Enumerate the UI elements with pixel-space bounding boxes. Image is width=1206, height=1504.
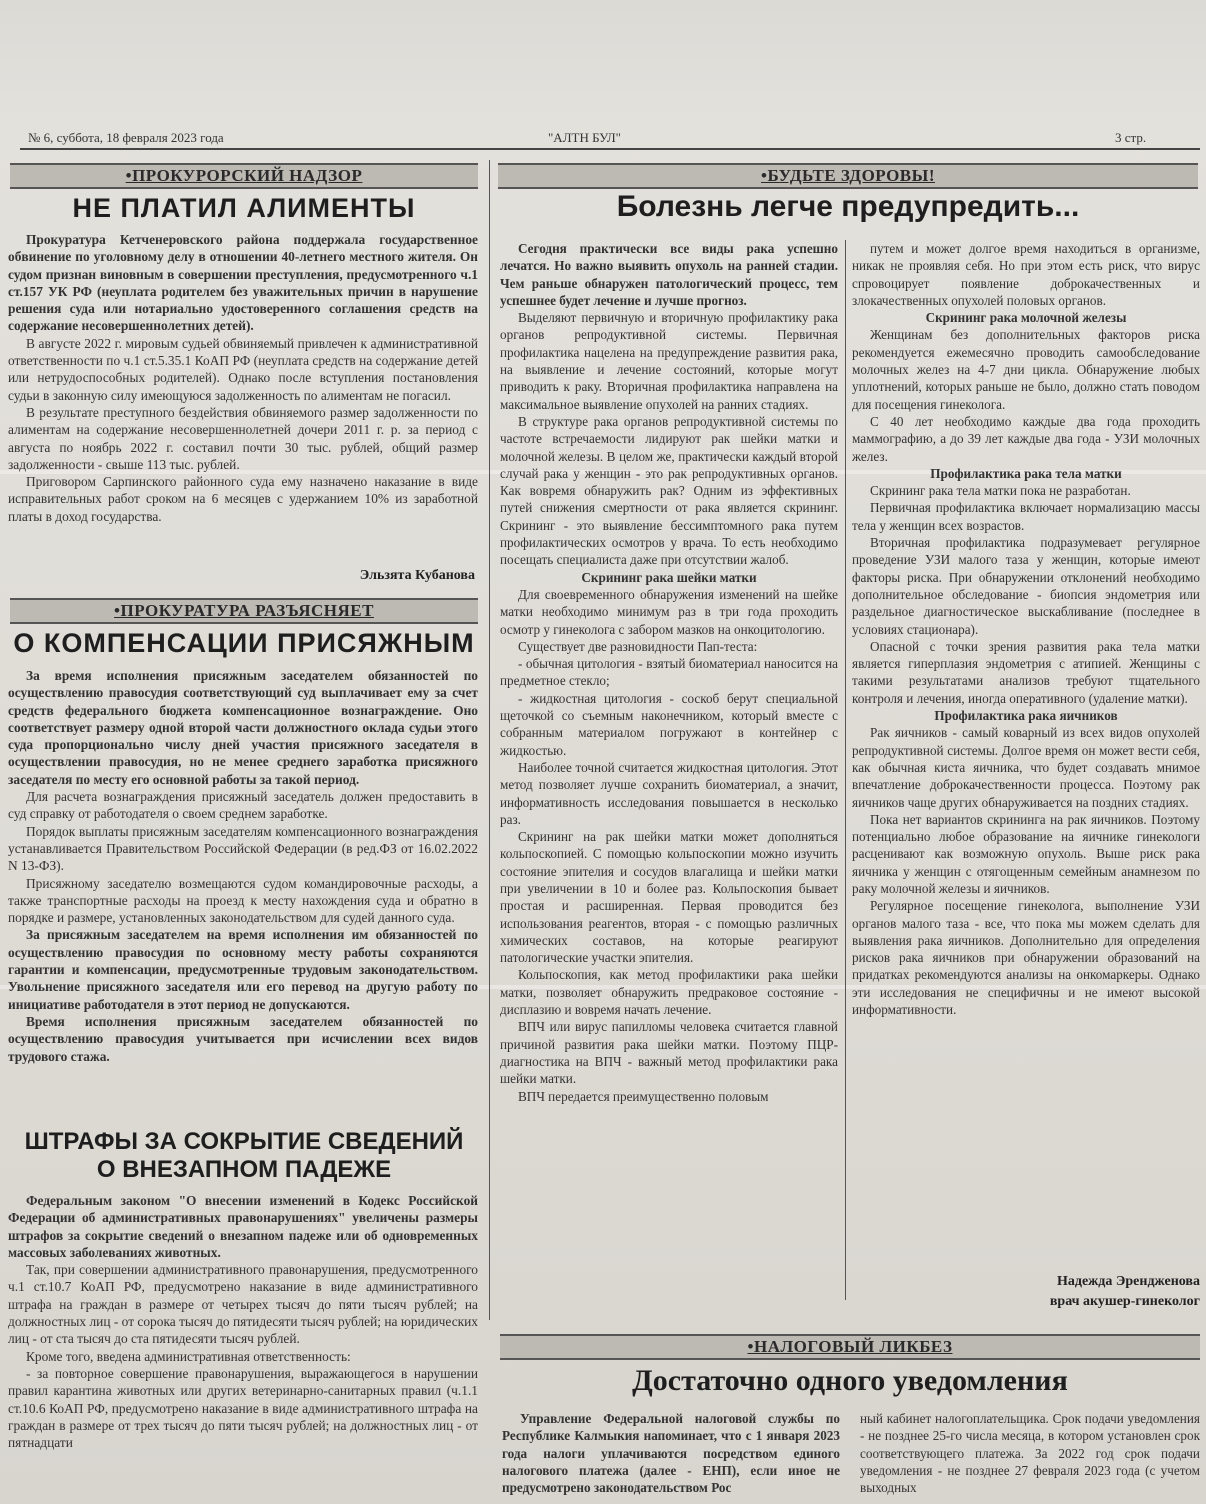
article-paragraph: Для расчета вознаграждения присяжный заседатель должен предоставить в суд справку от работодателя о своем среднем заработке.	[8, 789, 478, 822]
article-title: Болезнь легче предупредить...	[616, 190, 1080, 223]
page-header	[20, 126, 1200, 150]
article-paragraph: Женщинам без дополнительных факторов риска рекомендуется ежемесячно проводить самообследование молочных желез на 4-7 дни цикла. Обнаружение любых уплотнений, которых раньше не было, должно стать поводом для посещения гинеколога.	[852, 327, 1200, 412]
article-paragraph: Выделяют первичную и вторичную профилактику рака органов репродуктивной системы. Первичная профилактика нацелена на предупреждение развития рака, на выявление и лечение состояний, которые могут приводить к раку. Вторичная профилактика направлена на максимальное выявление опухолей на ранних стадиях.	[500, 310, 838, 412]
article-paragraph: Существует две разновидности Пап-теста:	[518, 638, 758, 654]
page-number: 3 стр.	[1115, 130, 1147, 145]
article-paragraph: Вторичная профилактика подразумевает регулярное проведение УЗИ малого таза у женщин, которые имеют факторы риска. При обнаружении отклонений необходимо дополнительное обследование - биопсия эндометрия или раздельное диагностическое выскабливание (последнее в условиях стационара).	[852, 535, 1200, 637]
article-lead: Прокуратура Кетченеровского района поддержала государственное обвинение по уголовному делу в отношении 40-летнего местного жителя. Он судом признан виновным в совершении преступления, предусмотренного ч.1 ст.157 УК РФ (неуплата родителем без уважительных причин в нарушение решения суда или нотариально удостоверенного соглашения средств на содержание несовершеннолетних детей).	[8, 232, 478, 334]
article-paragraph: - жидкостная цитология - соскоб берут специальной щеточкой со съемным наконечником, который вместе с собранным материалом погружают в контейнер с жидкостью.	[500, 690, 838, 758]
column-divider	[845, 240, 846, 1300]
section-subtitle: Скрининг рака молочной железы	[925, 310, 1127, 326]
article-paragraph: ВПЧ или вирус папилломы человека считается главной причиной развития рака шейки матки. Поэтому ПЦР-диагностика на ВПЧ - важный метод профилактики рака шейки матки.	[500, 1019, 838, 1087]
article-body-left	[502, 1410, 840, 1504]
rubric-prosecutor-explains: •ПРОКУРАТУРА РАЗЪЯСНЯЕТ	[10, 598, 478, 624]
article-paragraph: Пока нет вариантов скрининга на рак яичников. Поэтому потенциально любое образование на яичнике гинекологи расценивают как возможную опухоль. Выше риск рака яичника у женщин с отягощенным семейным анамнезом по раку молочной железы и яичников.	[852, 811, 1200, 896]
article-body-left	[500, 240, 838, 1310]
article-body	[8, 667, 478, 1125]
article-paragraph: ВПЧ передается преимущественно половым	[518, 1088, 769, 1104]
article-author: Эльзята Кубанова	[359, 568, 475, 583]
article-paragraph: Для своевременного обнаружения изменений на шейке матки необходимо минимум раз в три года проходить осмотр у гинеколога с забором мазков на онкоцитологию.	[500, 586, 838, 637]
article-author	[980, 1272, 1200, 1312]
article-paragraph: С 40 лет необходимо каждые два года проходить маммографию, а до 39 лет каждые два года - УЗИ молочных желез.	[852, 413, 1200, 464]
article-paragraph: ный кабинет налогоплательщика. Срок подачи уведомления - не позднее 25-го числа месяца, в котором установлен срок соответствующего платежа. За 2022 год срок подачи уведомления - не позднее 27 февраля 2023 года (с учетом выходных	[860, 1411, 1200, 1496]
article-paragraph: В структуре рака органов репродуктивной системы по частоте встречаемости лидируют рак шейки матки и молочной железы. В целом же, практически каждый второй случай рака у женщин - это рак репродуктивных органов. Как вовремя обнаружить рак? Одним из эффективных путей снижения смертности от рака является скрининг. Скрининг - это выявление бессимптомного рака путем профилактических осмотров у врача. То есть необходимо посещать специалиста даже при отсутствии жалоб.	[500, 413, 838, 568]
article-lead: За время исполнения присяжным заседателем обязанностей по осуществлению правосудия соответствующий суд выплачивает ему за счет средств федерального бюджета компенсационное вознаграждение. Оно соответствует размеру одной второй части должностного оклада судьи этого суда пропорционально числу дней участия присяжного заседателя в осуществлении правосудия, но не менее среднего заработка присяжного заседателя по месту его основной работы за такой период.	[8, 668, 478, 787]
issue-info: № 6, суббота, 18 февраля 2023 года	[28, 130, 224, 145]
article-title-line: ШТРАФЫ ЗА СОКРЫТИЕ СВЕДЕНИЙ	[24, 1128, 464, 1155]
article-paragraph: Приговором Сарпинского районного суда ему назначено наказание в виде исправительных работ сроком на 6 месяцев с удержанием 10% из заработной платы в доход государства.	[8, 474, 478, 524]
article-paragraph: Кроме того, введена административная ответственность:	[26, 1348, 351, 1364]
article-paragraph: Так, при совершении административного правонарушения, предусмотренного ч.1 ст.10.7 КоАП РФ, предусмотрено наказание в виде административного штрафа на граждан в размере от четырех тысяч до пяти тысяч рублей; на должностных лиц - от сорока тысяч до пятидесяти тысяч рублей; на юридических лиц - от ста тысяч до ста пятидесяти тысяч рублей.	[8, 1262, 478, 1347]
section-subtitle: Скрининг рака шейки матки	[581, 569, 757, 585]
author-name: Надежда Эрендженова	[1056, 1274, 1200, 1289]
article-paragraph: Наиболее точной считается жидкостная цитология. Этот метод позволяет лучше сохранить биоматериал, а значит, информативность исследования повышается в несколько раз.	[500, 759, 838, 827]
article-paragraph: Время исполнения присяжным заседателем обязанностей по осуществлению правосудия учитывается при исчислении всех видов трудового стажа.	[8, 1013, 478, 1064]
article-paragraph: Рак яичников - самый коварный из всех видов опухолей репродуктивной системы. Долгое время он может вести себя, как обычная киста яичника, что будет создавать мнимое впечатление доброкачественности процесса. Поэтому рак яичников чаще других обнаруживается на поздних стадиях.	[852, 725, 1200, 810]
section-subtitle: Профилактика рака яичников	[934, 708, 1118, 724]
article-paragraph: Первичная профилактика включает нормализацию массы тела у женщин всех возрастов.	[852, 500, 1200, 533]
article-title: Достаточно одного уведомления	[632, 1364, 1068, 1397]
author-role: врач акушер-гинеколог	[1049, 1294, 1200, 1309]
article-title: НЕ ПЛАТИЛ АЛИМЕНТЫ	[72, 193, 416, 223]
article-body-right	[860, 1410, 1200, 1504]
rubric-prosecutor-supervision: •ПРОКУРОРСКИЙ НАДЗОР	[10, 163, 478, 189]
article-paragraph: Порядок выплаты присяжным заседателям компенсационного вознаграждения устанавливается Правительством Российской Федерации (в ред.ФЗ от 16.02.2022 N 13-ФЗ).	[8, 823, 478, 874]
column-divider	[489, 160, 490, 1320]
article-paragraph: Регулярное посещение гинеколога, выполнение УЗИ органов малого таза - все, что пока мы можем сделать для выявления рака яичников. Дополнительно для определения рисков рака яичников при обнаружении образований на придатках рекомендуются анализы на онкомаркеры. Однако эти исследования не специфичны и не имеют высокой информативности.	[852, 898, 1200, 1018]
section-subtitle: Профилактика рака тела матки	[930, 465, 1122, 481]
article-paragraph: путем и может долгое время находиться в организме, никак не проявляя себя. Но при этом есть риск, что вирус спровоцирует появление доброкачественных и злокачественных опухолей половых органов.	[852, 241, 1200, 308]
article-body	[8, 1192, 478, 1504]
article-lead: Управление Федеральной налоговой службы по Республике Калмыкия напоминает, что с 1 января 2023 года налоги уплачиваются посредством единого налогового платежа (далее - ЕНП), если иное не предусмотрено законодательством Рос	[502, 1411, 840, 1496]
rubric-be-healthy: •БУДЬТЕ ЗДОРОВЫ!	[498, 163, 1198, 189]
article-lead: Федеральным законом "О внесении изменений в Кодекс Российской Федерации об административных правонарушениях" увеличены размеры штрафов за сокрытие сведений о внезапном падеже или об одновременных массовых заболеваниях животных.	[8, 1193, 478, 1260]
article-title: О КОМПЕНСАЦИИ ПРИСЯЖНЫМ	[13, 628, 475, 658]
article-paragraph: Скрининг на рак шейки матки может дополняться кольпоскопией. С помощью кольпоскопии можно изучить состояние эпителия и сосудов влагалища и шейки матки при увеличении в 10 и более раз. Кольпоскопия бывает простая и расширенная. Первая проводится без использования реагентов, вторая - с помощью различных химических составов, на которые реагируют патологические участки эпителия.	[500, 829, 838, 966]
article-paragraph: Скрининг рака тела матки пока не разработан.	[870, 483, 1131, 499]
article-paragraph: Кольпоскопия, как метод профилактики рака шейки матки, позволяет обнаружить предраковое состояние - дисплазию и вовремя начать лечение.	[500, 967, 838, 1018]
article-paragraph: За присяжным заседателем на время исполнения им обязанностей по осуществлению правосудия по основному месту работы сохраняются гарантии и компенсации, предусмотренные трудовым законодательством. Увольнение присяжного заседателя или его перевод на другую работу по инициативе работодателя в этот период не допускаются.	[8, 927, 478, 1012]
article-lead: Сегодня практически все виды рака успешно лечатся. Но важно выявить опухоль на ранней стадии. Чем раньше обнаружен патологический процесс, тем успешнее будет лечение и лучше прогноз.	[500, 241, 838, 308]
article-title-line: О ВНЕЗАПНОМ ПАДЕЖЕ	[96, 1156, 392, 1183]
article-paragraph: - за повторное совершение правонарушения, выражающегося в нарушении правил карантина животных или других ветеринарно-санитарных правил (ч.1.1 ст.10.6 КоАП РФ, предусмотрено наказание в виде административного штрафа на граждан в размере от трех тысяч до пяти тысяч рублей; на должностных лиц - от пятнадцати	[8, 1365, 478, 1451]
article-paragraph: Опасной с точки зрения развития рака тела матки является гиперплазия эндометрия с атипией. Женщины с такими результатами анализов требуют тщательного контроля и лечения, иногда оперативного (удаление матки).	[852, 638, 1200, 706]
article-body	[8, 231, 478, 586]
paper-title: "АЛТН БУЛ"	[548, 130, 621, 145]
article-title	[10, 1128, 478, 1184]
article-paragraph: - обычная цитология - взятый биоматериал наносится на предметное стекло;	[500, 656, 838, 689]
rubric-tax-literacy: •НАЛОГОВЫЙ ЛИКБЕЗ	[500, 1334, 1200, 1360]
article-body-right	[852, 240, 1200, 1250]
article-paragraph: Присяжному заседателю возмещаются судом командировочные расходы, а также транспортные расходы на проезд к месту нахождения суда и обратно в порядке и размере, установленных законодательством для судей данного суда.	[8, 875, 478, 926]
article-paragraph: В результате преступного бездействия обвиняемого размер задолженности по алиментам на содержание несовершеннолетней дочери 2011 г. р. за период с августа по ноябрь 2022 г. составил почти 30 тыс. рублей, общий размер задолженности - свыше 113 тыс. рублей.	[8, 404, 478, 472]
article-paragraph: В августе 2022 г. мировым судьей обвиняемый привлечен к административной ответственности по ч.1 ст.5.35.1 КоАП РФ (неуплата средств на содержание детей или нетрудоспособных родителей). Однако после вступления постановления судьи в законную силу имеющуюся задолженность по алиментам не погасил.	[8, 335, 478, 403]
